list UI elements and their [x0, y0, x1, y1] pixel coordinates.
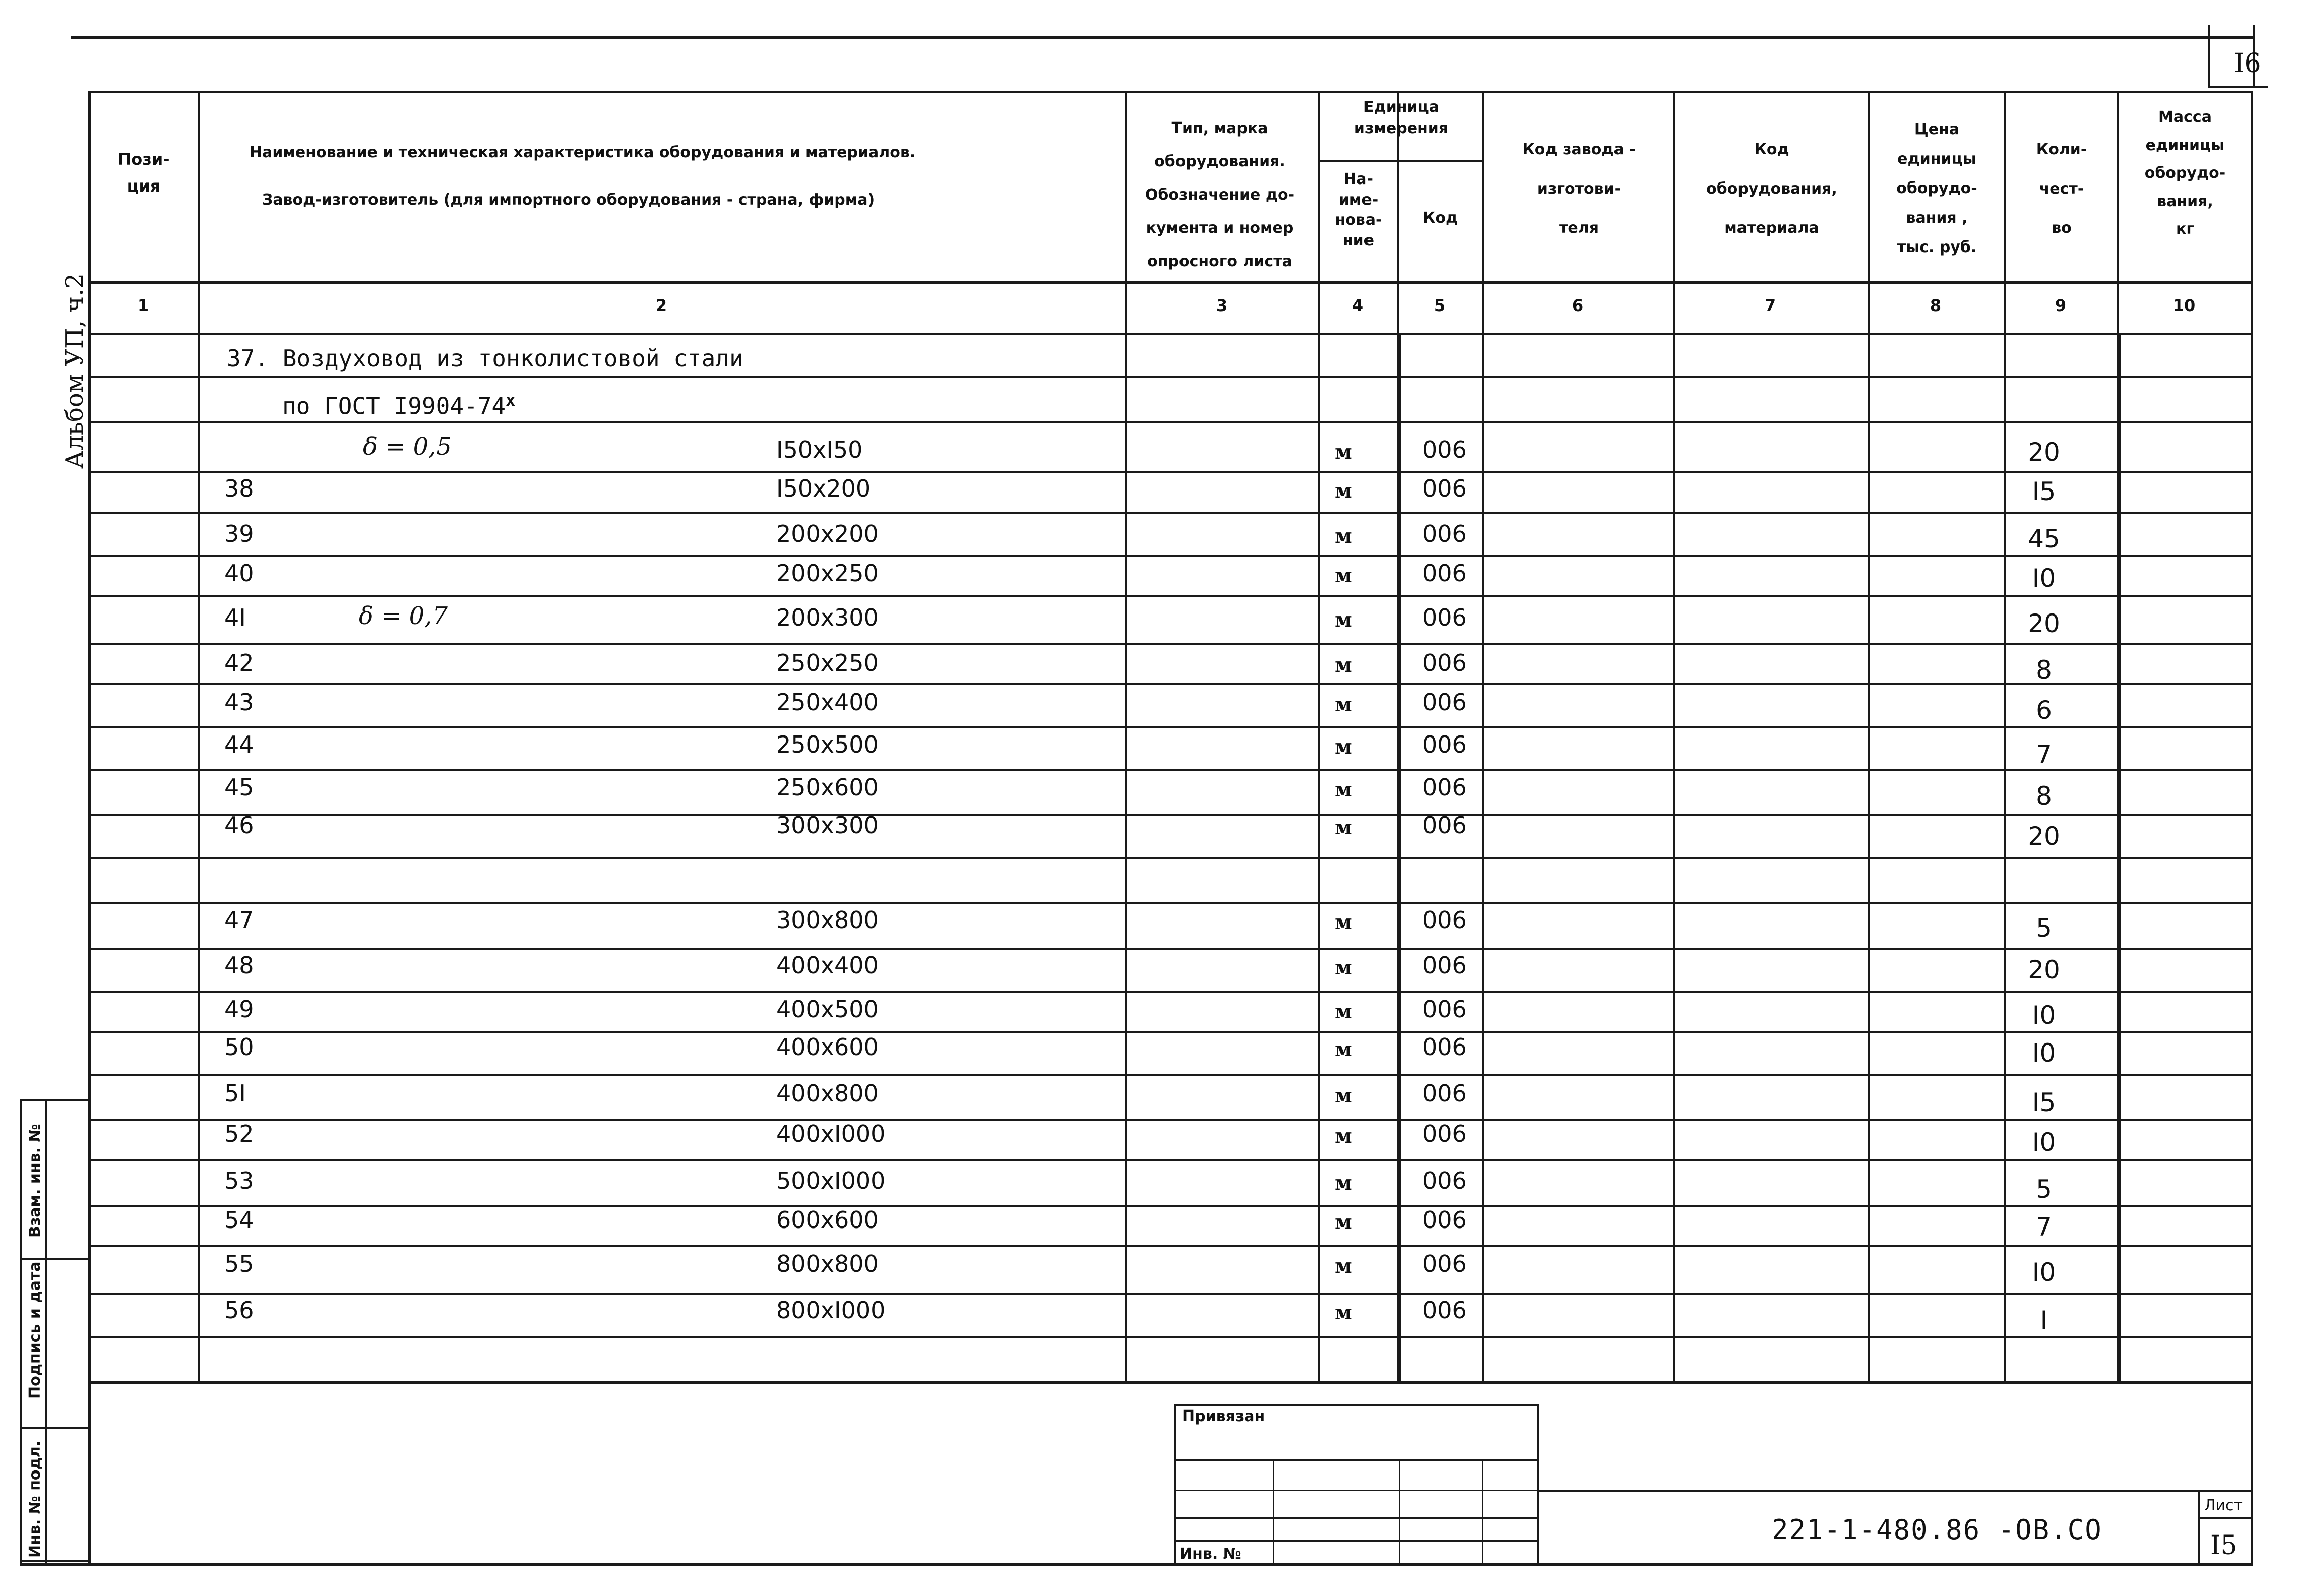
- grid-line: [88, 683, 2253, 685]
- grid-line: [88, 1293, 2253, 1295]
- row-position: 56: [224, 1297, 254, 1324]
- delta-05: δ = 0,5: [363, 433, 452, 461]
- header-unit-code: Код: [1422, 209, 1458, 227]
- row-quantity: 7: [2036, 1212, 2052, 1242]
- row-size: I50x200: [776, 475, 871, 502]
- row-unit: м: [1335, 653, 1352, 677]
- row-code: 006: [1422, 812, 1467, 839]
- title-inv-no: Инв. №: [1179, 1545, 1241, 1563]
- grid-line: [88, 376, 2253, 378]
- gost-superscript: x: [506, 391, 516, 410]
- grid-line: [88, 1381, 2253, 1384]
- row-code: 006: [1422, 1167, 1467, 1194]
- row-quantity: 45: [2028, 524, 2060, 554]
- row-quantity: 6: [2036, 696, 2052, 725]
- grid-line: [20, 1560, 88, 1562]
- grid-line: [1482, 1459, 1483, 1563]
- row-code: 006: [1422, 1080, 1467, 1107]
- row-quantity: 20: [2028, 955, 2060, 985]
- row-unit: м: [1335, 1124, 1352, 1148]
- header-price: Цена единицы оборудо- вания , тыс. руб.: [1896, 120, 1977, 256]
- column-number: 10: [2172, 296, 2196, 315]
- row-position: 42: [224, 649, 254, 677]
- row-size: 400xI000: [776, 1120, 886, 1147]
- grid-line: [2251, 91, 2253, 1563]
- row-position: 4I: [224, 604, 246, 631]
- gost-text: по ГОСТ I9904-74: [282, 392, 506, 420]
- column-number: 4: [1352, 296, 1364, 315]
- row-quantity: 8: [2036, 781, 2052, 811]
- grid-line: [20, 1258, 88, 1260]
- header-unit-group: Единица измерения: [1354, 98, 1449, 137]
- row-unit: м: [1335, 693, 1352, 716]
- row-position: 45: [224, 774, 254, 801]
- row-size: 800xI000: [776, 1297, 886, 1324]
- header-name-line2: Завод-изготовитель (для импортного оборудования - страна, фирма): [262, 191, 875, 209]
- row-quantity: I0: [2032, 1038, 2056, 1068]
- grid-line: [1399, 1459, 1400, 1563]
- grid-line: [1537, 1490, 2253, 1492]
- row-code: 006: [1422, 1033, 1467, 1061]
- grid-line: [88, 421, 2253, 423]
- row-position: 43: [224, 689, 254, 716]
- row-quantity: 5: [2036, 1175, 2052, 1204]
- row-position: 38: [224, 475, 254, 502]
- row-quantity: 20: [2028, 438, 2060, 467]
- grid-line: [20, 1099, 22, 1563]
- grid-line: [1318, 91, 1320, 1381]
- grid-line: [88, 857, 2253, 859]
- row-unit: м: [1335, 1171, 1352, 1195]
- row-quantity: 20: [2028, 609, 2060, 638]
- doc-code: 221-1-480.86 -ОВ.СО: [1772, 1514, 2102, 1546]
- row-unit: м: [1335, 956, 1352, 979]
- row-position: 48: [224, 952, 254, 979]
- row-position: 39: [224, 520, 254, 547]
- header-position: Пози- ция: [117, 150, 170, 196]
- row-position: 54: [224, 1206, 254, 1234]
- row-quantity: 7: [2036, 740, 2052, 769]
- column-number: 7: [1764, 296, 1776, 315]
- row-code: 006: [1422, 1297, 1467, 1324]
- section-title: 37. Воздуховод из тонколистовой стали: [227, 345, 743, 372]
- row-unit: м: [1335, 564, 1352, 587]
- row-position: 52: [224, 1120, 254, 1147]
- row-size: 600x600: [776, 1206, 879, 1234]
- column-number: 8: [1930, 296, 1942, 315]
- grid-line: [2198, 1490, 2200, 1563]
- row-unit: м: [1335, 1000, 1352, 1023]
- row-code: 006: [1422, 906, 1467, 934]
- row-size: 200x200: [776, 520, 879, 547]
- row-unit: м: [1335, 735, 1352, 759]
- row-code: 006: [1422, 436, 1467, 463]
- row-position: 47: [224, 906, 254, 934]
- row-size: 800x800: [776, 1250, 879, 1277]
- row-quantity: 5: [2036, 913, 2052, 943]
- column-number: 1: [137, 296, 149, 315]
- grid-line: [88, 643, 2253, 645]
- grid-line: [88, 1205, 2253, 1207]
- grid-line: [20, 1427, 88, 1429]
- grid-line: [88, 991, 2253, 993]
- row-code: 006: [1422, 475, 1467, 502]
- row-quantity: 20: [2028, 822, 2060, 851]
- stamp-podpis: Подпись и дата: [26, 1261, 44, 1399]
- row-position: 40: [224, 560, 254, 587]
- row-unit: м: [1335, 1301, 1352, 1324]
- row-code: 006: [1422, 996, 1467, 1023]
- row-code: 006: [1422, 604, 1467, 631]
- row-unit: м: [1335, 1210, 1352, 1234]
- row-unit: м: [1335, 1254, 1352, 1278]
- row-unit: м: [1335, 1084, 1352, 1108]
- row-quantity: 8: [2036, 655, 2052, 685]
- grid-line: [88, 769, 2253, 771]
- stamp-vzam: Взам. инв. №: [26, 1124, 44, 1238]
- row-quantity: I5: [2032, 477, 2056, 506]
- row-code: 006: [1422, 731, 1467, 758]
- row-size: 500xI000: [776, 1167, 886, 1194]
- row-unit: м: [1335, 910, 1352, 934]
- row-position: 46: [224, 812, 254, 839]
- grid-line: [88, 595, 2253, 597]
- grid-line: [88, 1336, 2253, 1338]
- stamp-inv-podl: Инв. № подл.: [26, 1440, 44, 1558]
- column-number: 9: [2055, 296, 2067, 315]
- grid-line: [45, 1099, 47, 1563]
- row-position: 44: [224, 731, 254, 758]
- row-quantity: I5: [2032, 1088, 2056, 1117]
- grid-line: [1174, 1404, 1176, 1563]
- row-position: 5I: [224, 1080, 246, 1107]
- row-code: 006: [1422, 520, 1467, 547]
- grid-line: [1125, 91, 1127, 1381]
- row-position: 55: [224, 1250, 254, 1277]
- grid-line: [20, 1563, 2253, 1566]
- grid-line: [88, 726, 2253, 728]
- row-code: 006: [1422, 774, 1467, 801]
- header-type: Тип, марка оборудования. Обозначение до- кумента и номер опросного листа: [1145, 119, 1295, 270]
- row-position: 49: [224, 996, 254, 1023]
- row-size: 300x800: [776, 906, 879, 934]
- grid-line: [88, 814, 2253, 816]
- row-size: 400x600: [776, 1033, 879, 1061]
- row-quantity: I0: [2032, 1258, 2056, 1287]
- row-size: 200x250: [776, 560, 879, 587]
- grid-line: [88, 91, 2253, 93]
- grid-line: [71, 36, 2253, 39]
- row-size: 400x800: [776, 1080, 879, 1107]
- header-quantity: Коли- чест- во: [2036, 141, 2087, 237]
- grid-line: [1174, 1404, 1537, 1406]
- column-number: 2: [655, 296, 667, 315]
- grid-line: [88, 1245, 2253, 1247]
- header-unit-name: На- име- нова- ние: [1335, 170, 1382, 250]
- row-size: 250x250: [776, 649, 879, 677]
- sheet-number: I5: [2210, 1530, 2238, 1561]
- row-code: 006: [1422, 560, 1467, 587]
- grid-line: [198, 91, 200, 1381]
- page-corner-number: I6: [2234, 48, 2261, 79]
- row-quantity: I: [2040, 1306, 2048, 1335]
- grid-line: [88, 1159, 2253, 1161]
- header-name-line1: Наименование и техническая характеристика оборудования и материалов.: [250, 144, 916, 161]
- grid-line: [1868, 91, 1870, 1381]
- title-privyazan: Привязан: [1182, 1407, 1265, 1425]
- row-unit: м: [1335, 778, 1352, 802]
- row-code: 006: [1422, 952, 1467, 979]
- row-unit: м: [1335, 1037, 1352, 1061]
- grid-line: [88, 1074, 2253, 1076]
- grid-line: [1318, 160, 1482, 162]
- grid-line: [2198, 1517, 2253, 1519]
- grid-line: [88, 333, 2253, 335]
- row-quantity: I0: [2032, 564, 2056, 593]
- row-code: 006: [1422, 1250, 1467, 1277]
- grid-line: [2208, 86, 2268, 88]
- row-quantity: I0: [2032, 1128, 2056, 1157]
- row-size: I50xI50: [776, 436, 863, 463]
- row-size: 400x500: [776, 996, 879, 1023]
- row-position: 53: [224, 1167, 254, 1194]
- row-unit: м: [1335, 479, 1352, 503]
- row-quantity: I0: [2032, 1001, 2056, 1030]
- column-number: 5: [1434, 296, 1446, 315]
- row-position: 50: [224, 1033, 254, 1061]
- header-equipment-code: Код оборудования, материала: [1706, 141, 1837, 237]
- grid-line: [88, 471, 2253, 473]
- grid-line: [88, 948, 2253, 950]
- row-unit: м: [1335, 816, 1352, 839]
- row-size: 200x300: [776, 604, 879, 631]
- grid-line: [88, 902, 2253, 904]
- sheet-label: Лист: [2204, 1497, 2243, 1514]
- header-maker-code: Код завода - изготови- теля: [1522, 141, 1636, 237]
- column-number: 3: [1216, 296, 1228, 315]
- row-size: 250x500: [776, 731, 879, 758]
- row-size: 400x400: [776, 952, 879, 979]
- row-size: 300x300: [776, 812, 879, 839]
- row-code: 006: [1422, 689, 1467, 716]
- album-label: Альбом УП, ч.2: [60, 273, 89, 469]
- row-code: 006: [1422, 649, 1467, 677]
- delta-07: δ = 0,7: [359, 602, 448, 630]
- grid-line: [1273, 1459, 1274, 1563]
- grid-line: [88, 555, 2253, 557]
- row-unit: м: [1335, 524, 1352, 548]
- row-code: 006: [1422, 1206, 1467, 1234]
- column-number: 6: [1572, 296, 1584, 315]
- grid-line: [88, 512, 2253, 514]
- grid-line: [88, 1119, 2253, 1121]
- row-size: 250x600: [776, 774, 879, 801]
- grid-line: [20, 1099, 88, 1101]
- gost-line: [282, 391, 516, 420]
- row-code: 006: [1422, 1120, 1467, 1147]
- row-size: 250x400: [776, 689, 879, 716]
- grid-line: [1673, 91, 1675, 1381]
- row-unit: м: [1335, 440, 1352, 464]
- header-mass: Масса единицы оборудо- вания, кг: [2144, 108, 2226, 238]
- grid-line: [88, 1031, 2253, 1033]
- row-unit: м: [1335, 608, 1352, 632]
- grid-line: [1537, 1404, 1539, 1563]
- grid-line: [88, 281, 2253, 284]
- grid-line: [2208, 25, 2210, 87]
